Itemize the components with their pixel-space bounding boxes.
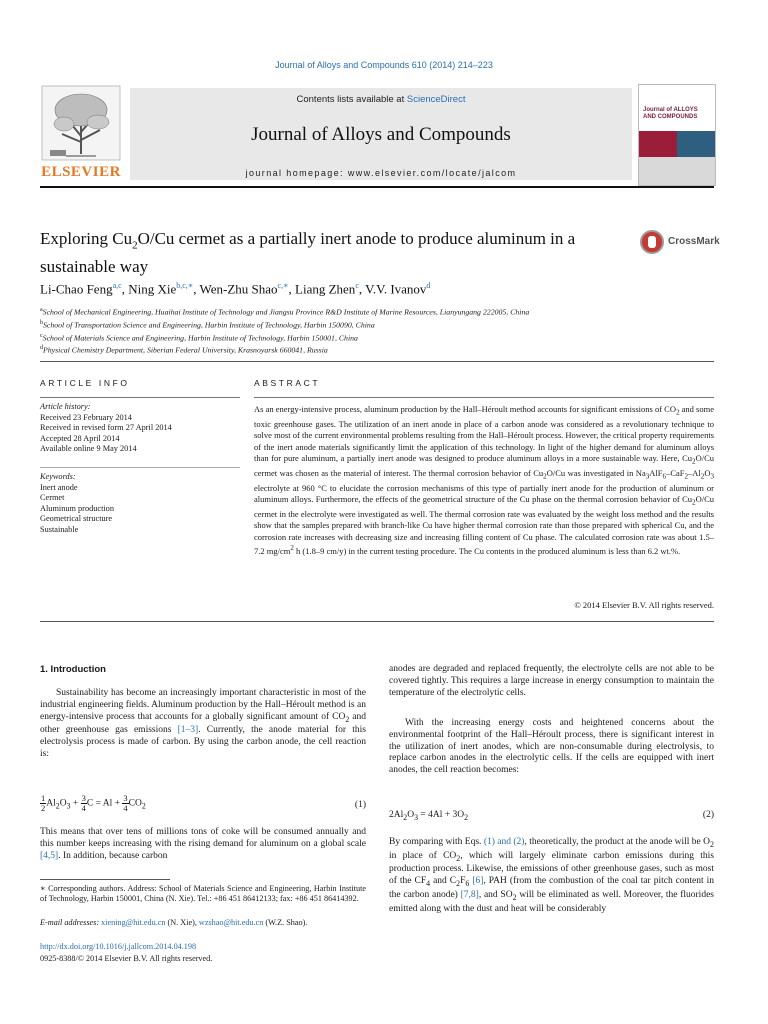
header-divider [40, 361, 714, 362]
email-footnote: E-mail addresses: xiening@hit.edu.cn (N. Xie), wzshao@hit.edu.cn (W.Z. Shao). [40, 918, 308, 927]
doi-link[interactable]: http://dx.doi.org/10.1016/j.jallcom.2014.04.198 [40, 942, 197, 951]
cover-blue-block [677, 131, 715, 157]
fraction: $\frac{1}{2}$ [41, 793, 46, 813]
intro-paragraph-5: By comparing with Eqs. (1) and (2), theoretically, the product at the anode will be $O_2$ in place of $CO_2$, which will largely eliminate carbon emissions during this production process. Likewise, the emissions of other greenhouse gases, such as most of the $CF_4$ and $C_2F_6$ [6], PAH (from the combustion of the coal tar pitch content in the carbon anode) [7,8], and $SO_2$ will be eliminated as well. Moreover, the fluorides emitted along with the dust and heat will be considerably [389, 837, 715, 914]
affiliation-text: School of Mechanical Engineering, Huaihai Institute of Technology and Jiangsu Province R&D Institute of Marine Resources, Lianyungang 222005, China [42, 307, 530, 317]
affiliation-mark: d [40, 345, 43, 352]
info-rule-2 [40, 467, 240, 468]
crossmark-label: CrossMark [668, 236, 720, 247]
equation-2: $2Al_2O_3 = 4Al + 3O_2$ (2) [389, 810, 714, 822]
author-affiliation-marks[interactable]: a,c [112, 281, 122, 290]
journal-title: Journal of Alloys and Compounds [251, 124, 511, 145]
author-affiliation-marks[interactable]: c,∗ [277, 281, 289, 290]
intro-paragraph-4: With the increasing energy costs and heightened concerns about the environmental footprint of the Hall–Héroult process, there is significant interest in the utilization of inert anodes, which are non-consumable during electrolysis, to replace carbon anodes in the electrolytic cells. If the cells are equipped with inert anodes, the cell reaction becomes: [389, 718, 714, 776]
keywords [40, 472, 240, 535]
title-text-2: O/Cu cermet as a partially inert anode to produce aluminum in a sustainable way [40, 229, 576, 277]
author[interactable]: Liang Zhen [295, 281, 356, 297]
crossmark-icon [640, 230, 664, 254]
info-rule [40, 397, 240, 398]
intro-paragraph-2: This means that over tens of millions tons of coke will be consumed annually and this number keeps increasing with the rising demand for aluminum on a global scale [4,5]. In addition, because carbon [40, 827, 366, 861]
article-history [40, 402, 240, 455]
author-affiliation-marks[interactable]: d [426, 281, 431, 290]
affiliation [40, 343, 720, 356]
equation-number: (1) [354, 800, 366, 810]
affiliation-text: School of Materials Science and Engineering, Harbin Institute of Technology, Harbin 150001, China [42, 333, 358, 343]
journal-reference[interactable]: Journal of Alloys and Compounds 610 (2014) 214–223 [275, 60, 493, 70]
author-affiliation-marks[interactable]: b,c,∗ [176, 281, 194, 290]
keyword: Inert anode [40, 482, 78, 492]
author-affiliation-marks[interactable]: c [355, 281, 359, 290]
author[interactable]: Li-Chao Feng [40, 281, 113, 297]
email-link[interactable]: xiening@hit.edu.cn [101, 918, 166, 927]
crossmark-button[interactable] [640, 230, 730, 256]
journal-homepage[interactable]: journal homepage: www.elsevier.com/locate/jalcom [245, 168, 517, 178]
article-title [40, 228, 600, 278]
email-link[interactable]: wzshao@hit.edu.cn [198, 918, 264, 927]
keyword: Aluminum production [40, 503, 114, 513]
affiliation-mark: b [40, 319, 43, 326]
author[interactable]: Wen-Zhu Shao [199, 281, 278, 297]
sciencedirect-link[interactable]: ScienceDirect [406, 94, 466, 105]
article-info-heading: ARTICLE INFO [40, 378, 130, 388]
title-text-1: Exploring Cu [40, 229, 133, 248]
history-item: Received 23 February 2014 [40, 412, 132, 422]
elsevier-wordmark: ELSEVIER [41, 164, 121, 180]
citation-link[interactable]: [1–3] [177, 725, 199, 736]
affiliation [40, 331, 720, 344]
contents-line [130, 94, 632, 105]
journal-masthead [40, 84, 714, 186]
author-list: Li-Chao Feng$^{a,c}$, Ning Xie$^{b,c,∗}$, Wen-Zhu Shao$^{c,∗}$, Liang Zhen$^c$, V.V. Ivanov$^d$ [40, 281, 431, 297]
citation-link[interactable]: [7,8] [460, 889, 479, 900]
citation-link[interactable]: [6] [472, 876, 484, 887]
title-subscript: 2 [132, 239, 138, 252]
masthead-band [130, 88, 632, 180]
affiliation-mark: a [40, 307, 43, 313]
equation-1: $\frac{1}{2}$ $Al_2O_3$ + $\frac{3}{4}$ C = Al + $\frac{3}{4}$ $CO_2$ (1) [41, 793, 366, 813]
keywords-label: Keywords: [40, 472, 76, 481]
keyword: Cermet [40, 493, 65, 502]
contents-prefix: Contents lists available at [296, 94, 407, 105]
section-heading: 1. Introduction [40, 664, 106, 675]
cover-grey-block [639, 157, 715, 185]
intro-paragraph-3: anodes are degraded and replaced frequently, the electrolyte cells are not able to be covered tightly. This requires a large increase in energy consumption to maintain the temperature of the electrolytic cells. [389, 664, 714, 698]
intro-paragraph-1: Sustainability has become an increasingly important characteristic in most of the industrial engineering fields. Aluminum production by the Hall–Héroult method is an energy-intensive process that accounts for a globally significant amount of $CO_2$ and other greenhouse gas emissions [1–3]. Currently, the anode material for this electrolysis process is made of carbon. By using the carbon anode, the cell reaction is: [40, 688, 367, 759]
history-item: Available online 9 May 2014 [40, 444, 137, 453]
affiliation-text: School of Transportation Science and Engineering, Harbin Institute of Technology, Harbin 150090, China [43, 320, 375, 330]
abstract-divider [40, 621, 714, 622]
history-label: Article history: [40, 402, 91, 411]
journal-cover-thumbnail [638, 84, 716, 186]
affiliation-mark: c [40, 332, 43, 339]
masthead-rule [40, 186, 714, 188]
fraction: $\frac{3}{4}$ [81, 793, 86, 813]
abstract-rule [254, 397, 714, 398]
affiliation-text: Physical Chemistry Department, Siberian Federal University, Krasnoyarsk 660041, Russia [43, 345, 328, 355]
equation-number: (2) [702, 810, 714, 820]
author[interactable]: V.V. Ivanov [365, 281, 427, 297]
abstract-heading: ABSTRACT [254, 378, 321, 388]
cover-red-block [639, 131, 677, 157]
keyword: Geometrical structure [40, 514, 113, 523]
cover-title: Journal of ALLOYS AND COMPOUNDS [643, 107, 698, 120]
issn-line: 0925-8388/© 2014 Elsevier B.V. All rights reserved. [40, 954, 213, 963]
citation-link[interactable]: [4,5] [40, 850, 59, 861]
history-item: Received in revised form 27 April 2014 [40, 423, 172, 432]
fraction: $\frac{3}{4}$ [123, 793, 128, 813]
abstract-copyright: © 2014 Elsevier B.V. All rights reserved. [574, 600, 714, 610]
history-item: Accepted 28 April 2014 [40, 433, 120, 443]
abstract-text: As an energy-intensive process, aluminum production by the Hall–Héroult method accounts for significant emissions of $CO_2$ and some toxic greenhouse gases. The utilization of an inert anode in place of a carbon anode was considered as a revolutionary technique to solve most of the current environmental problems resulting from the Hall–Héroult process. However, the critical property requirements of the inert anode materials significantly limit the application of this technology. In light of the higher demand for aluminum alloys than for pure aluminum, a partially inert anode was designed to produce aluminum alloys in a more sustainable way. Here, $Cu_2O/Cu$ cermet was chosen as the material of interest. The thermal corrosion behavior of $Cu_2O/Cu$ was investigated in $Na_3AlF_6-CaF_2-Al_2O_3$ electrolyte at 960 °C to elucidate the corrosion mechanisms of this type of partially inert anode for the production of aluminum or aluminum alloys. Furthermore, the effects of the geometrical structure of the Cu phase on the thermal corrosion behavior of $Cu_2O/Cu$ cermet in the electrolyte were investigated as well. The thermal corrosion rate was evaluated by the weight loss method and the results show that the samples prepared with branch-like Cu have higher thermal corrosion rate than those prepared with spherical Cu, and the corrosion rate increases with decreasing size and increasing filling content of Cu phase. The calculated corrosion rate was about 1.5–7.2 $mg/cm^2$ h (1.8–9 cm/y) in the current testing procedure. The Cu contents in the produced aluminum is less than 6.2 wt.%. [254, 404, 715, 556]
citation-link[interactable]: (1) and (2) [483, 837, 525, 847]
affiliation [40, 318, 720, 331]
affiliations [40, 305, 720, 356]
corresponding-author-footnote: ∗ Corresponding authors. Address: School of Materials Science and Engineering, Harbin Institute of Technology, Harbin 150001, China (N. Xie). Tel.: +86 451 86412133; fax: +86 451 86414392. [40, 884, 366, 904]
email-label: E-mail addresses: [40, 918, 102, 927]
keyword: Sustainable [40, 524, 79, 534]
footnote-rule [40, 879, 170, 880]
affiliation [40, 305, 720, 318]
author[interactable]: Ning Xie [128, 281, 177, 297]
